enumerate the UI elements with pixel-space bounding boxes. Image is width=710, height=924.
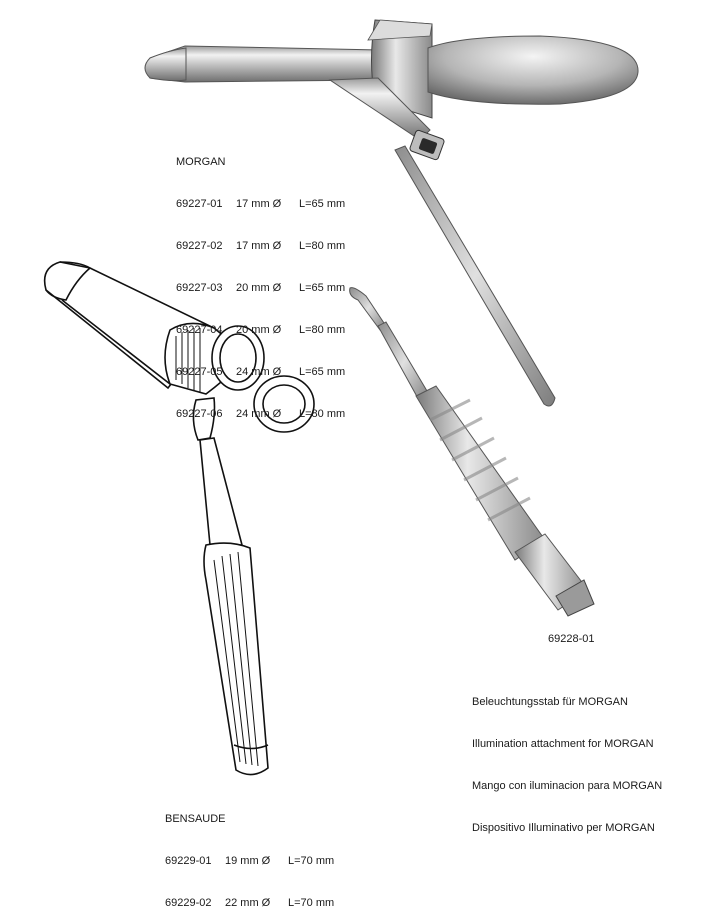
description-line-it: Dispositivo Illuminativo per MORGAN — [472, 822, 655, 834]
description-line-en: Illumination attachment for MORGAN — [472, 738, 654, 750]
morgan-title: MORGAN — [176, 156, 226, 168]
table-row: 69229-01 19 mm Ø L=70 mm — [165, 855, 335, 867]
table-row: 69227-06 24 mm Ø L=80 mm — [176, 408, 346, 420]
table-row: 69227-02 17 mm Ø L=80 mm — [176, 240, 346, 252]
table-row: 69229-02 22 mm Ø L=70 mm — [165, 897, 335, 909]
table-row: 69227-05 24 mm Ø L=65 mm — [176, 366, 346, 378]
illumination-rod — [350, 288, 594, 616]
illumination-description — [472, 667, 662, 849]
illumination-code: 69228-01 — [548, 633, 595, 645]
morgan-table — [176, 127, 345, 435]
table-row: 69227-01 17 mm Ø L=65 mm — [176, 198, 346, 210]
table-row: 69227-04 20 mm Ø L=80 mm — [176, 324, 346, 336]
bensaude-table — [165, 784, 334, 924]
table-row: 69227-03 20 mm Ø L=65 mm — [176, 282, 346, 294]
bensaude-title: BENSAUDE — [165, 813, 226, 825]
description-line-es: Mango con iluminacion para MORGAN — [472, 780, 663, 792]
description-line-de: Beleuchtungsstab für MORGAN — [472, 696, 628, 708]
